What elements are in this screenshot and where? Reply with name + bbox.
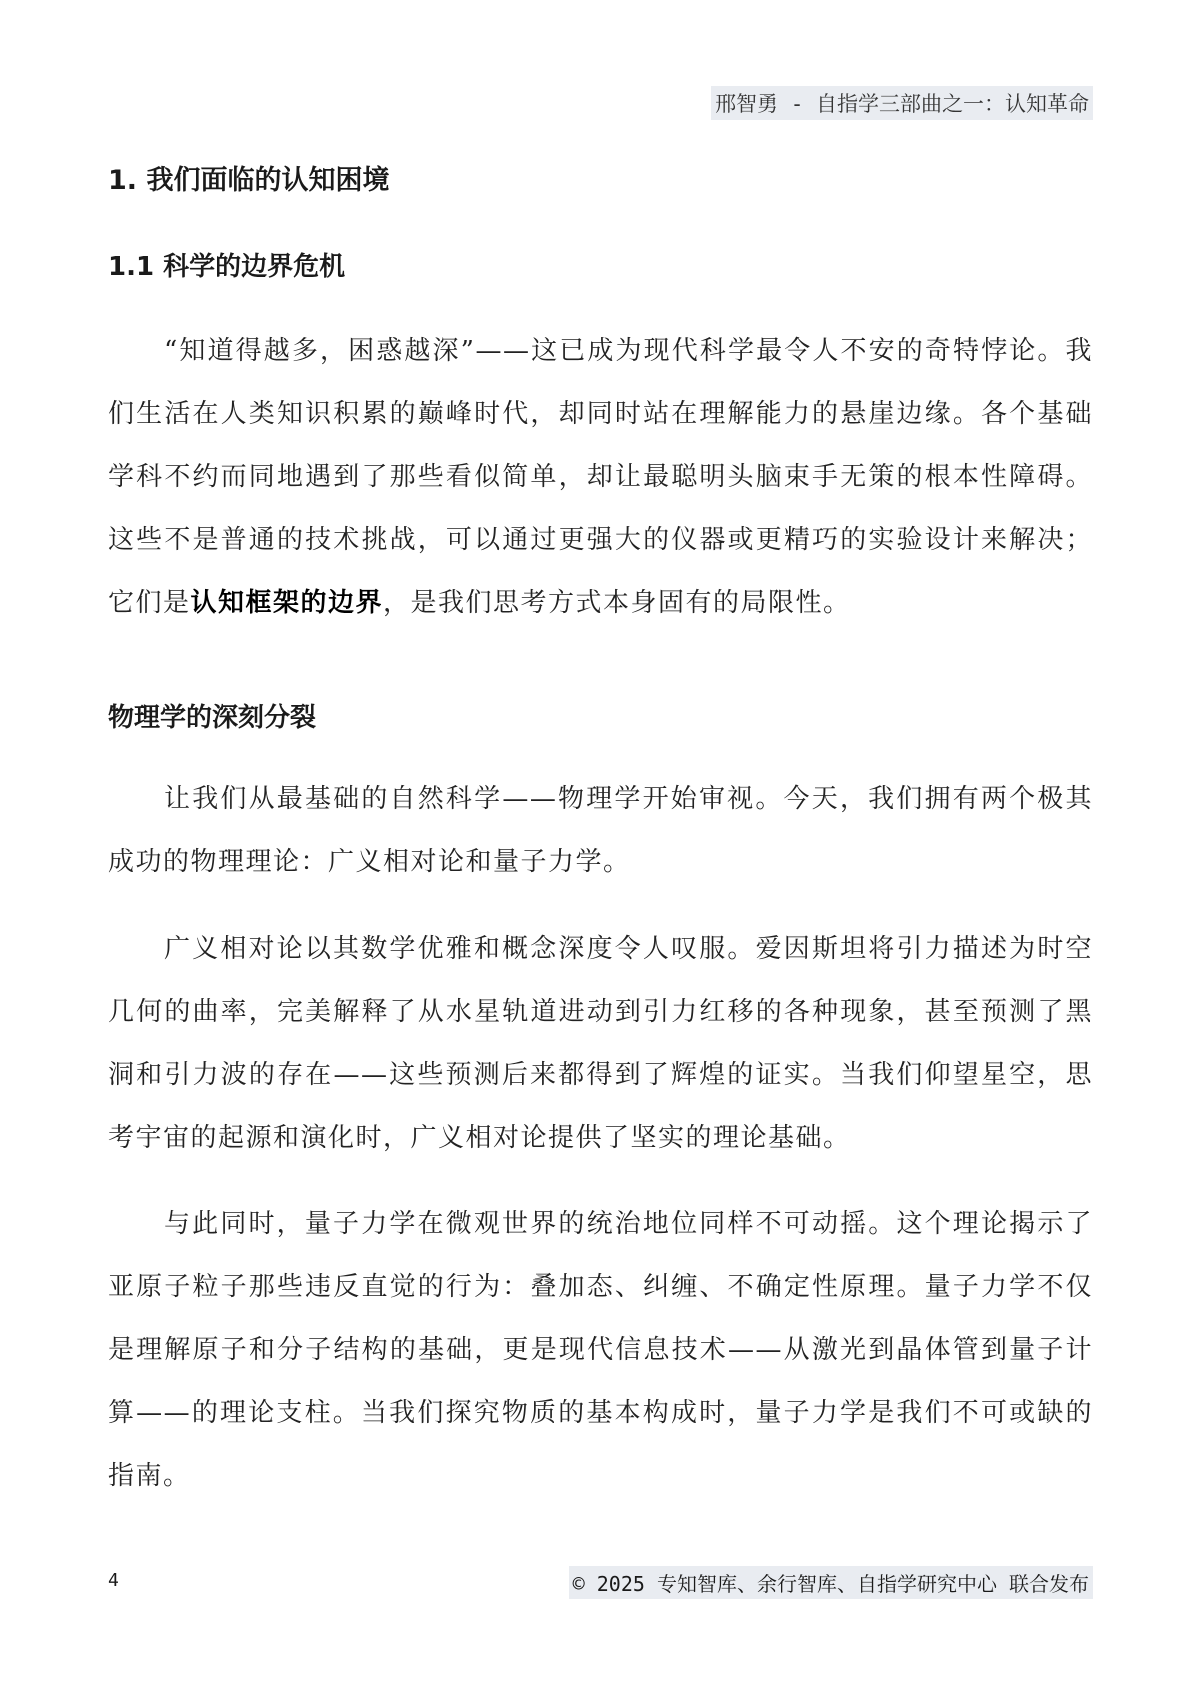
paragraph-1 [108,320,1093,635]
running-header: 邢智勇 - 自指学三部曲之一：认知革命 [711,86,1093,120]
paragraph-3: 广义相对论以其数学优雅和概念深度令人叹服。爱因斯坦将引力描述为时空几何的曲率，完美解释了从水星轨道进动到引力红移的各种现象，甚至预测了黑洞和引力波的存在——这些预测后来都得到了辉煌的证实。当我们仰望星空，思考宇宙的起源和演化时，广义相对论提供了坚实的理论基础。 [108,934,1093,1153]
page-number: 4 [108,1570,119,1591]
footer-copyright: © 2025 专知智库、余行智库、自指学研究中心 联合发布 [569,1566,1093,1599]
paragraph-1-end: ，是我们思考方式本身固有的局限性。 [383,588,851,618]
paragraph-2: 让我们从最基础的自然科学——物理学开始审视。今天，我们拥有两个极其成功的物理理论：广义相对论和量子力学。 [108,784,1093,877]
paragraph-1-bold: 认知框架的边界 [190,588,384,618]
subsection-heading: 物理学的深刻分裂 [108,703,317,733]
chapter-heading: 1. 我们面临的认知困境 [108,165,390,196]
section-heading: 1.1 科学的边界危机 [108,252,346,282]
paragraph-1-text: “知道得越多，困惑越深”——这已成为现代科学最令人不安的奇特悖论。我们生活在人类知识积累的巅峰时代，却同时站在理解能力的悬崖边缘。各个基础学科不约而同地遇到了那些看似简单，却让最聪明头脑束手无策的根本性障碍。这些不是普通的技术挑战，可以通过更强大的仪器或更精巧的实验设计来解决；它们是 [108,336,1093,618]
paragraph-4: 与此同时，量子力学在微观世界的统治地位同样不可动摇。这个理论揭示了亚原子粒子那些违反直觉的行为：叠加态、纠缠、不确定性原理。量子力学不仅是理解原子和分子结构的基础，更是现代信息技术——从激光到晶体管到量子计算——的理论支柱。当我们探究物质的基本构成时，量子力学是我们不可或缺的指南。 [108,1209,1093,1491]
